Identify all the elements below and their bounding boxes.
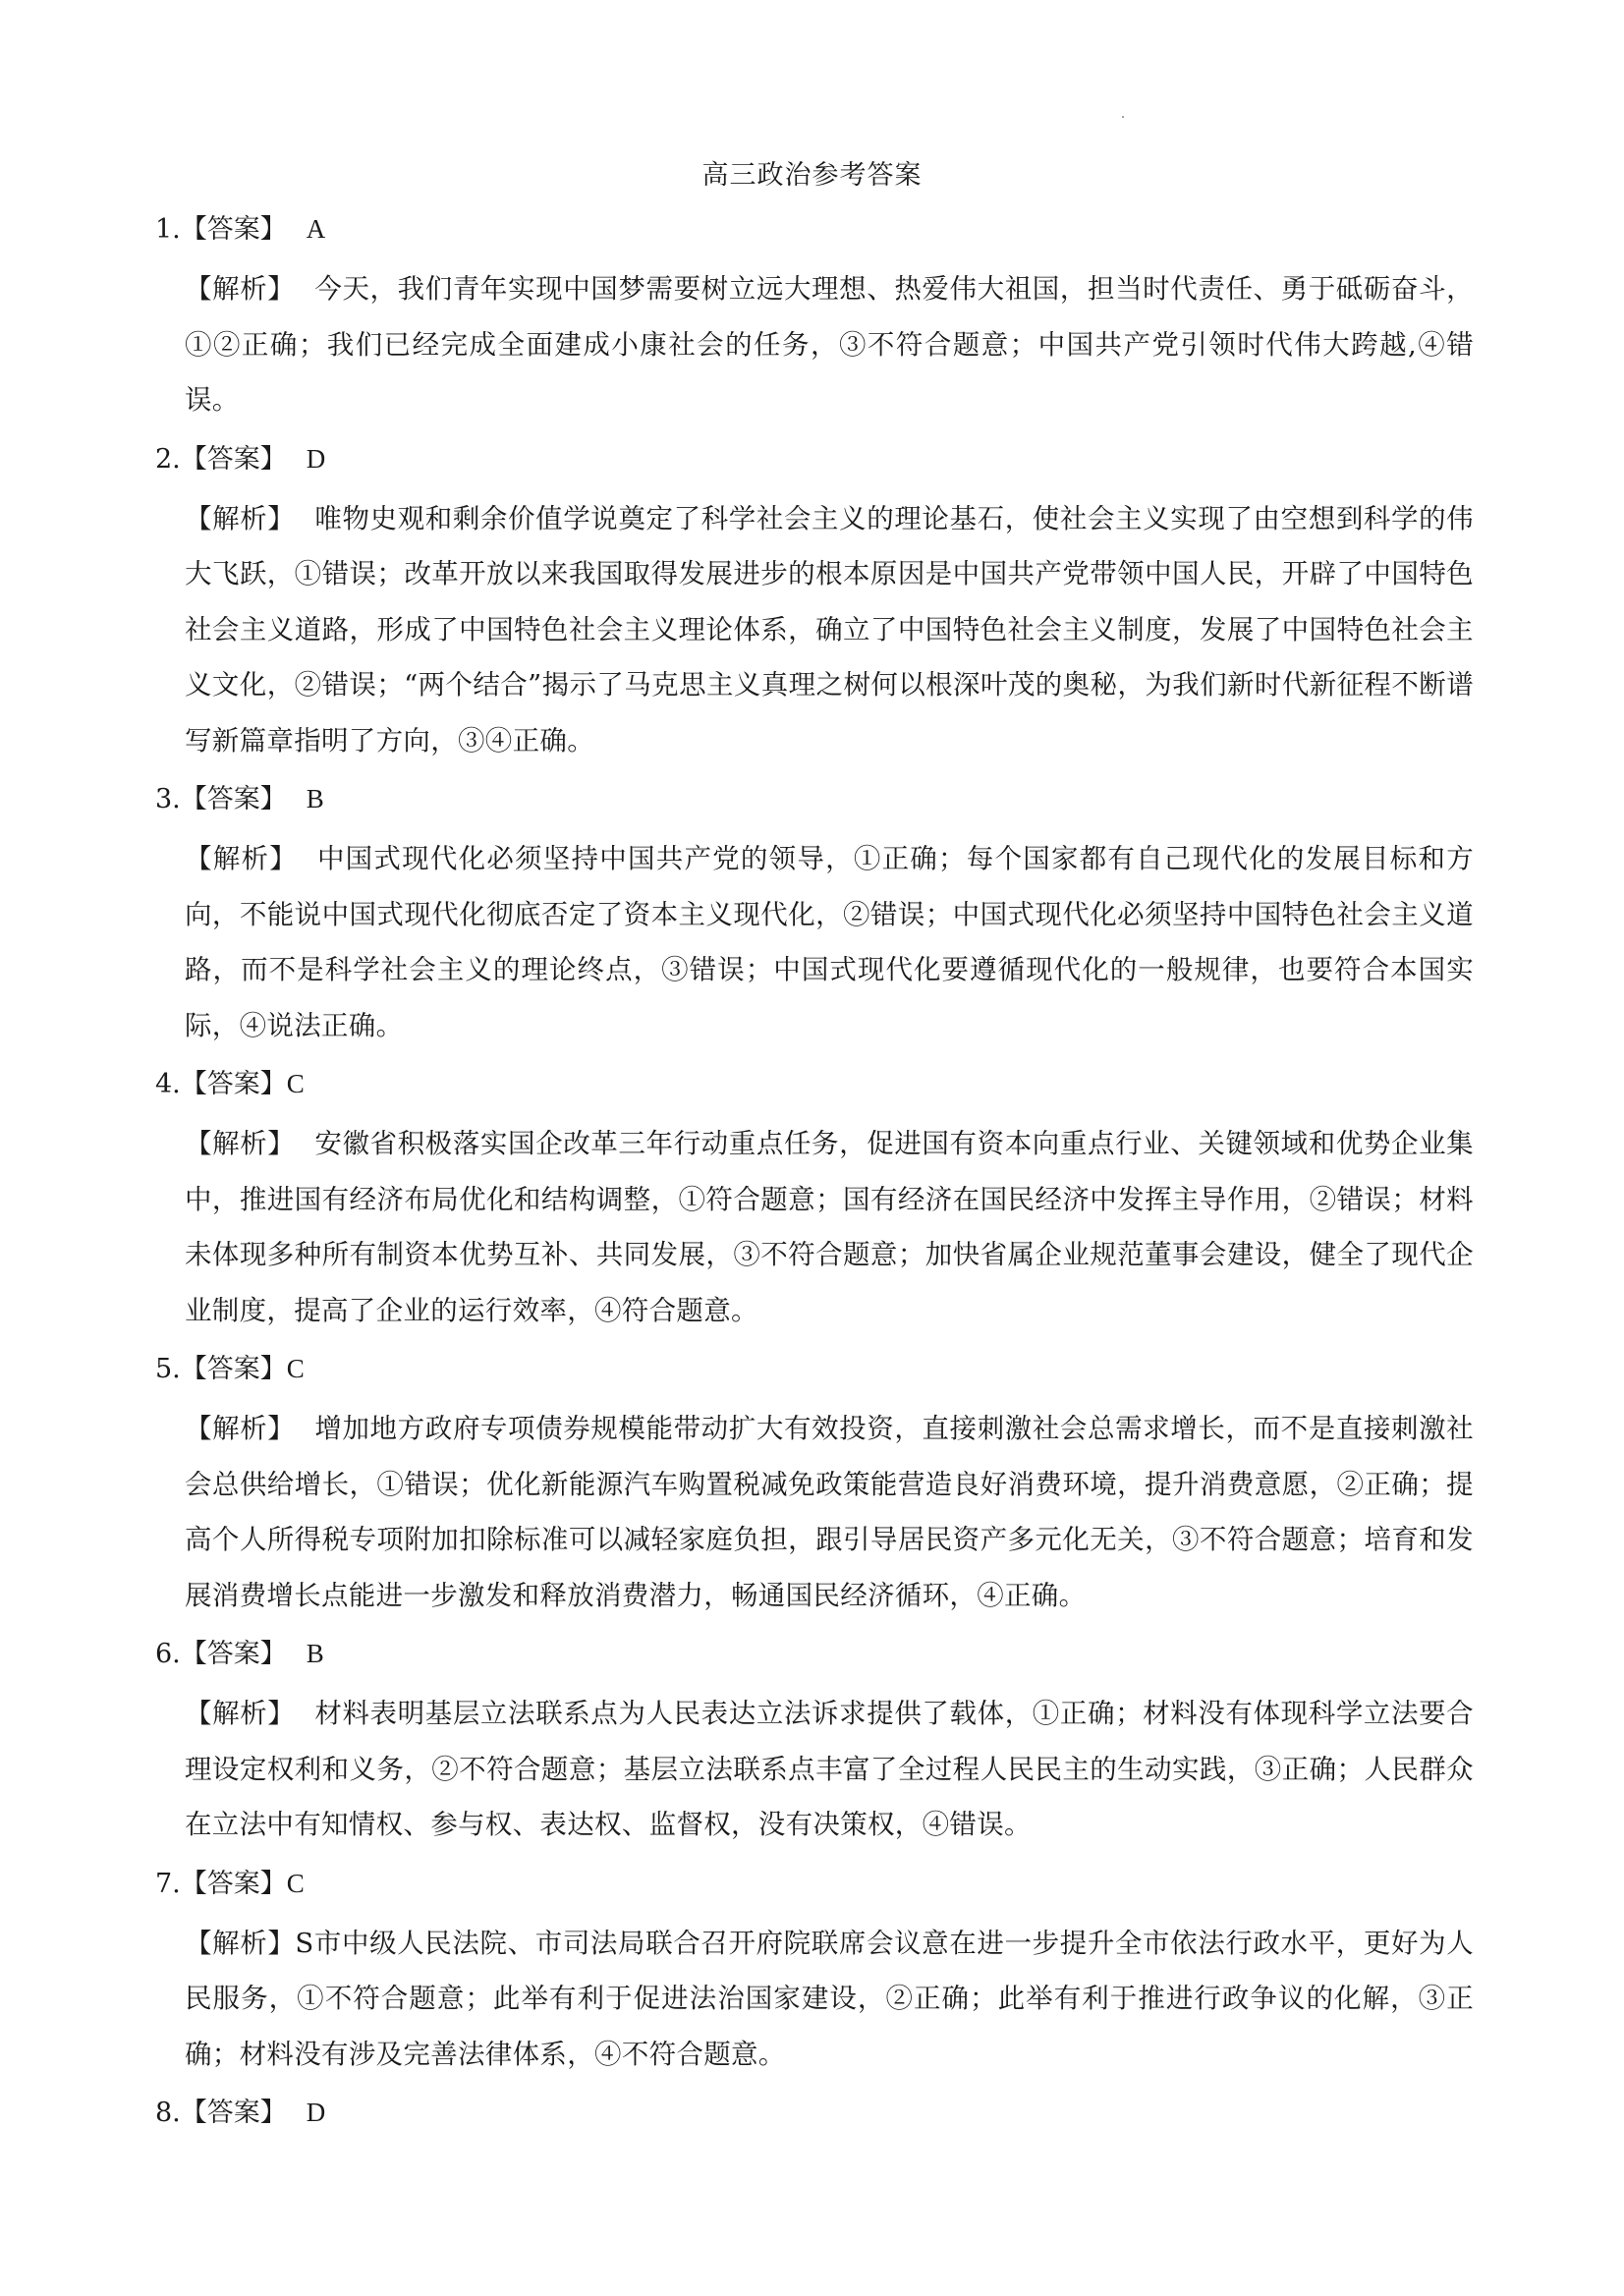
- explanation-text: 材料表明基层立法联系点为人民表达立法诉求提供了载体，①正确；材料没有体现科学立法要合理设定权利和义务，②不符合题意；基层立法联系点丰富了全过程人民民主的生动实践，③正确；人民群众在立法中有知情权、参与权、表达权、监督权，没有决策权，④错误。: [185, 1698, 1474, 1840]
- scan-speck: [1122, 116, 1124, 118]
- answer-choice: C: [286, 1868, 305, 1898]
- explanation-paragraph: [155, 1401, 1474, 1623]
- question-number: 6.: [155, 1639, 181, 1669]
- explanation-paragraph: [155, 491, 1474, 769]
- answer-item-3: [155, 776, 1474, 1053]
- answer-choice: C: [286, 1354, 305, 1383]
- answer-label: 【答案】: [180, 443, 287, 475]
- answer-item-4: [155, 1061, 1474, 1338]
- answer-item-1: [155, 206, 1474, 428]
- explanation-text: 增加地方政府专项债券规模能带动扩大有效投资，直接刺激社会总需求增长，而不是直接刺激社会总供给增长，①错误；优化新能源汽车购置税减免政策能营造良好消费环境，提升消费意愿，②正确；提高个人所得税专项附加扣除标准可以减轻家庭负担，跟引导居民资产多元化无关，③不符合题意；培育和发展消费增长点能进一步激发和释放消费潜力，畅通国民经济循环，④正确。: [185, 1413, 1474, 1611]
- explanation-paragraph: [155, 831, 1474, 1053]
- answer-item-6: [155, 1631, 1474, 1853]
- answer-line: [155, 436, 1474, 481]
- answer-line: [155, 1631, 1474, 1676]
- answer-label: 【答案】: [180, 1868, 287, 1899]
- answer-label: 【答案】: [180, 2098, 287, 2128]
- answer-line: [155, 1346, 1474, 1391]
- explanation-label: 【解析】: [185, 1128, 296, 1159]
- explanation-label: 【解析】: [185, 1927, 296, 1959]
- page-title: 高三政治参考答案: [701, 160, 923, 191]
- question-number: 5.: [155, 1354, 181, 1384]
- answer-item-2: [155, 436, 1474, 769]
- answer-label: 【答案】: [180, 1639, 287, 1669]
- answer-list: [155, 206, 1474, 2145]
- question-number: 3.: [155, 784, 181, 814]
- answer-label: 【答案】: [180, 214, 287, 245]
- explanation-text: 今天，我们青年实现中国梦需要树立远大理想、热爱伟大祖国，担当时代责任、勇于砥砺奋斗，①②正确；我们已经完成全面建成小康社会的任务，③不符合题意；中国共产党引领时代伟大跨越,④错误。: [185, 273, 1474, 416]
- explanation-label: 【解析】: [185, 1698, 296, 1729]
- answer-label: 【答案】: [180, 784, 287, 814]
- question-number: 7.: [155, 1868, 181, 1899]
- question-number: 2.: [155, 443, 181, 475]
- explanation-label: 【解析】: [185, 1413, 296, 1444]
- explanation-text: S市中级人民法院、市司法局联合召开府院联席会议意在进一步提升全市依法行政水平，更好为人民服务，①不符合题意；此举有利于促进法治国家建设，②正确；此举有利于推进行政争议的化解，③正确；材料没有涉及完善法律体系，④不符合题意。: [185, 1927, 1474, 2070]
- answer-item-5: [155, 1346, 1474, 1623]
- answer-item-8: [155, 2090, 1474, 2135]
- answer-line: [155, 206, 1474, 252]
- explanation-text: 唯物史观和剩余价值学说奠定了科学社会主义的理论基石，使社会主义实现了由空想到科学的伟大飞跃，①错误；改革开放以来我国取得发展进步的根本原因是中国共产党带领中国人民，开辟了中国特色社会主义道路，形成了中国特色社会主义理论体系，确立了中国特色社会主义制度，发展了中国特色社会主义文化，②错误；“两个结合”揭示了马克思主义真理之树何以根深叶茂的奥秘，为我们新时代新征程不断谱写新篇章指明了方向，③④正确。: [185, 502, 1474, 756]
- explanation-label: 【解析】: [185, 273, 296, 305]
- answer-item-7: [155, 1861, 1474, 2083]
- question-number: 8.: [155, 2098, 181, 2128]
- explanation-paragraph: [155, 1116, 1474, 1338]
- explanation-paragraph: [155, 1686, 1474, 1853]
- answer-choice: B: [306, 1639, 324, 1668]
- question-number: 1.: [155, 214, 181, 245]
- answer-line: [155, 776, 1474, 821]
- explanation-text: 中国式现代化必须坚持中国共产党的领导，①正确；每个国家都有自己现代化的发展目标和方向，不能说中国式现代化彻底否定了资本主义现代化，②错误；中国式现代化必须坚持中国特色社会主义道路，而不是科学社会主义的理论终点，③错误；中国式现代化要遵循现代化的一般规律，也要符合本国实际，④说法正确。: [185, 843, 1475, 1041]
- question-number: 4.: [155, 1069, 181, 1099]
- answer-line: [155, 1861, 1474, 1906]
- answer-choice: B: [306, 784, 324, 813]
- answer-choice: C: [286, 1069, 305, 1098]
- answer-label: 【答案】: [180, 1069, 287, 1099]
- explanation-label: 【解析】: [185, 502, 296, 534]
- answer-line: [155, 2090, 1474, 2135]
- explanation-label: 【解析】: [185, 843, 298, 874]
- answer-choice: D: [306, 2098, 326, 2127]
- answer-line: [155, 1061, 1474, 1106]
- answer-choice: D: [306, 443, 326, 474]
- explanation-paragraph: [155, 1916, 1474, 2083]
- explanation-text: 安徽省积极落实国企改革三年行动重点任务，促进国有资本向重点行业、关键领域和优势企业集中，推进国有经济布局优化和结构调整，①符合题意；国有经济在国民经济中发挥主导作用，②错误；材料未体现多种所有制资本优势互补、共同发展，③不符合题意；加快省属企业规范董事会建设，健全了现代企业制度，提高了企业的运行效率，④符合题意。: [185, 1128, 1474, 1326]
- explanation-paragraph: [155, 261, 1474, 428]
- answer-label: 【答案】: [180, 1354, 287, 1384]
- answer-choice: A: [306, 214, 326, 244]
